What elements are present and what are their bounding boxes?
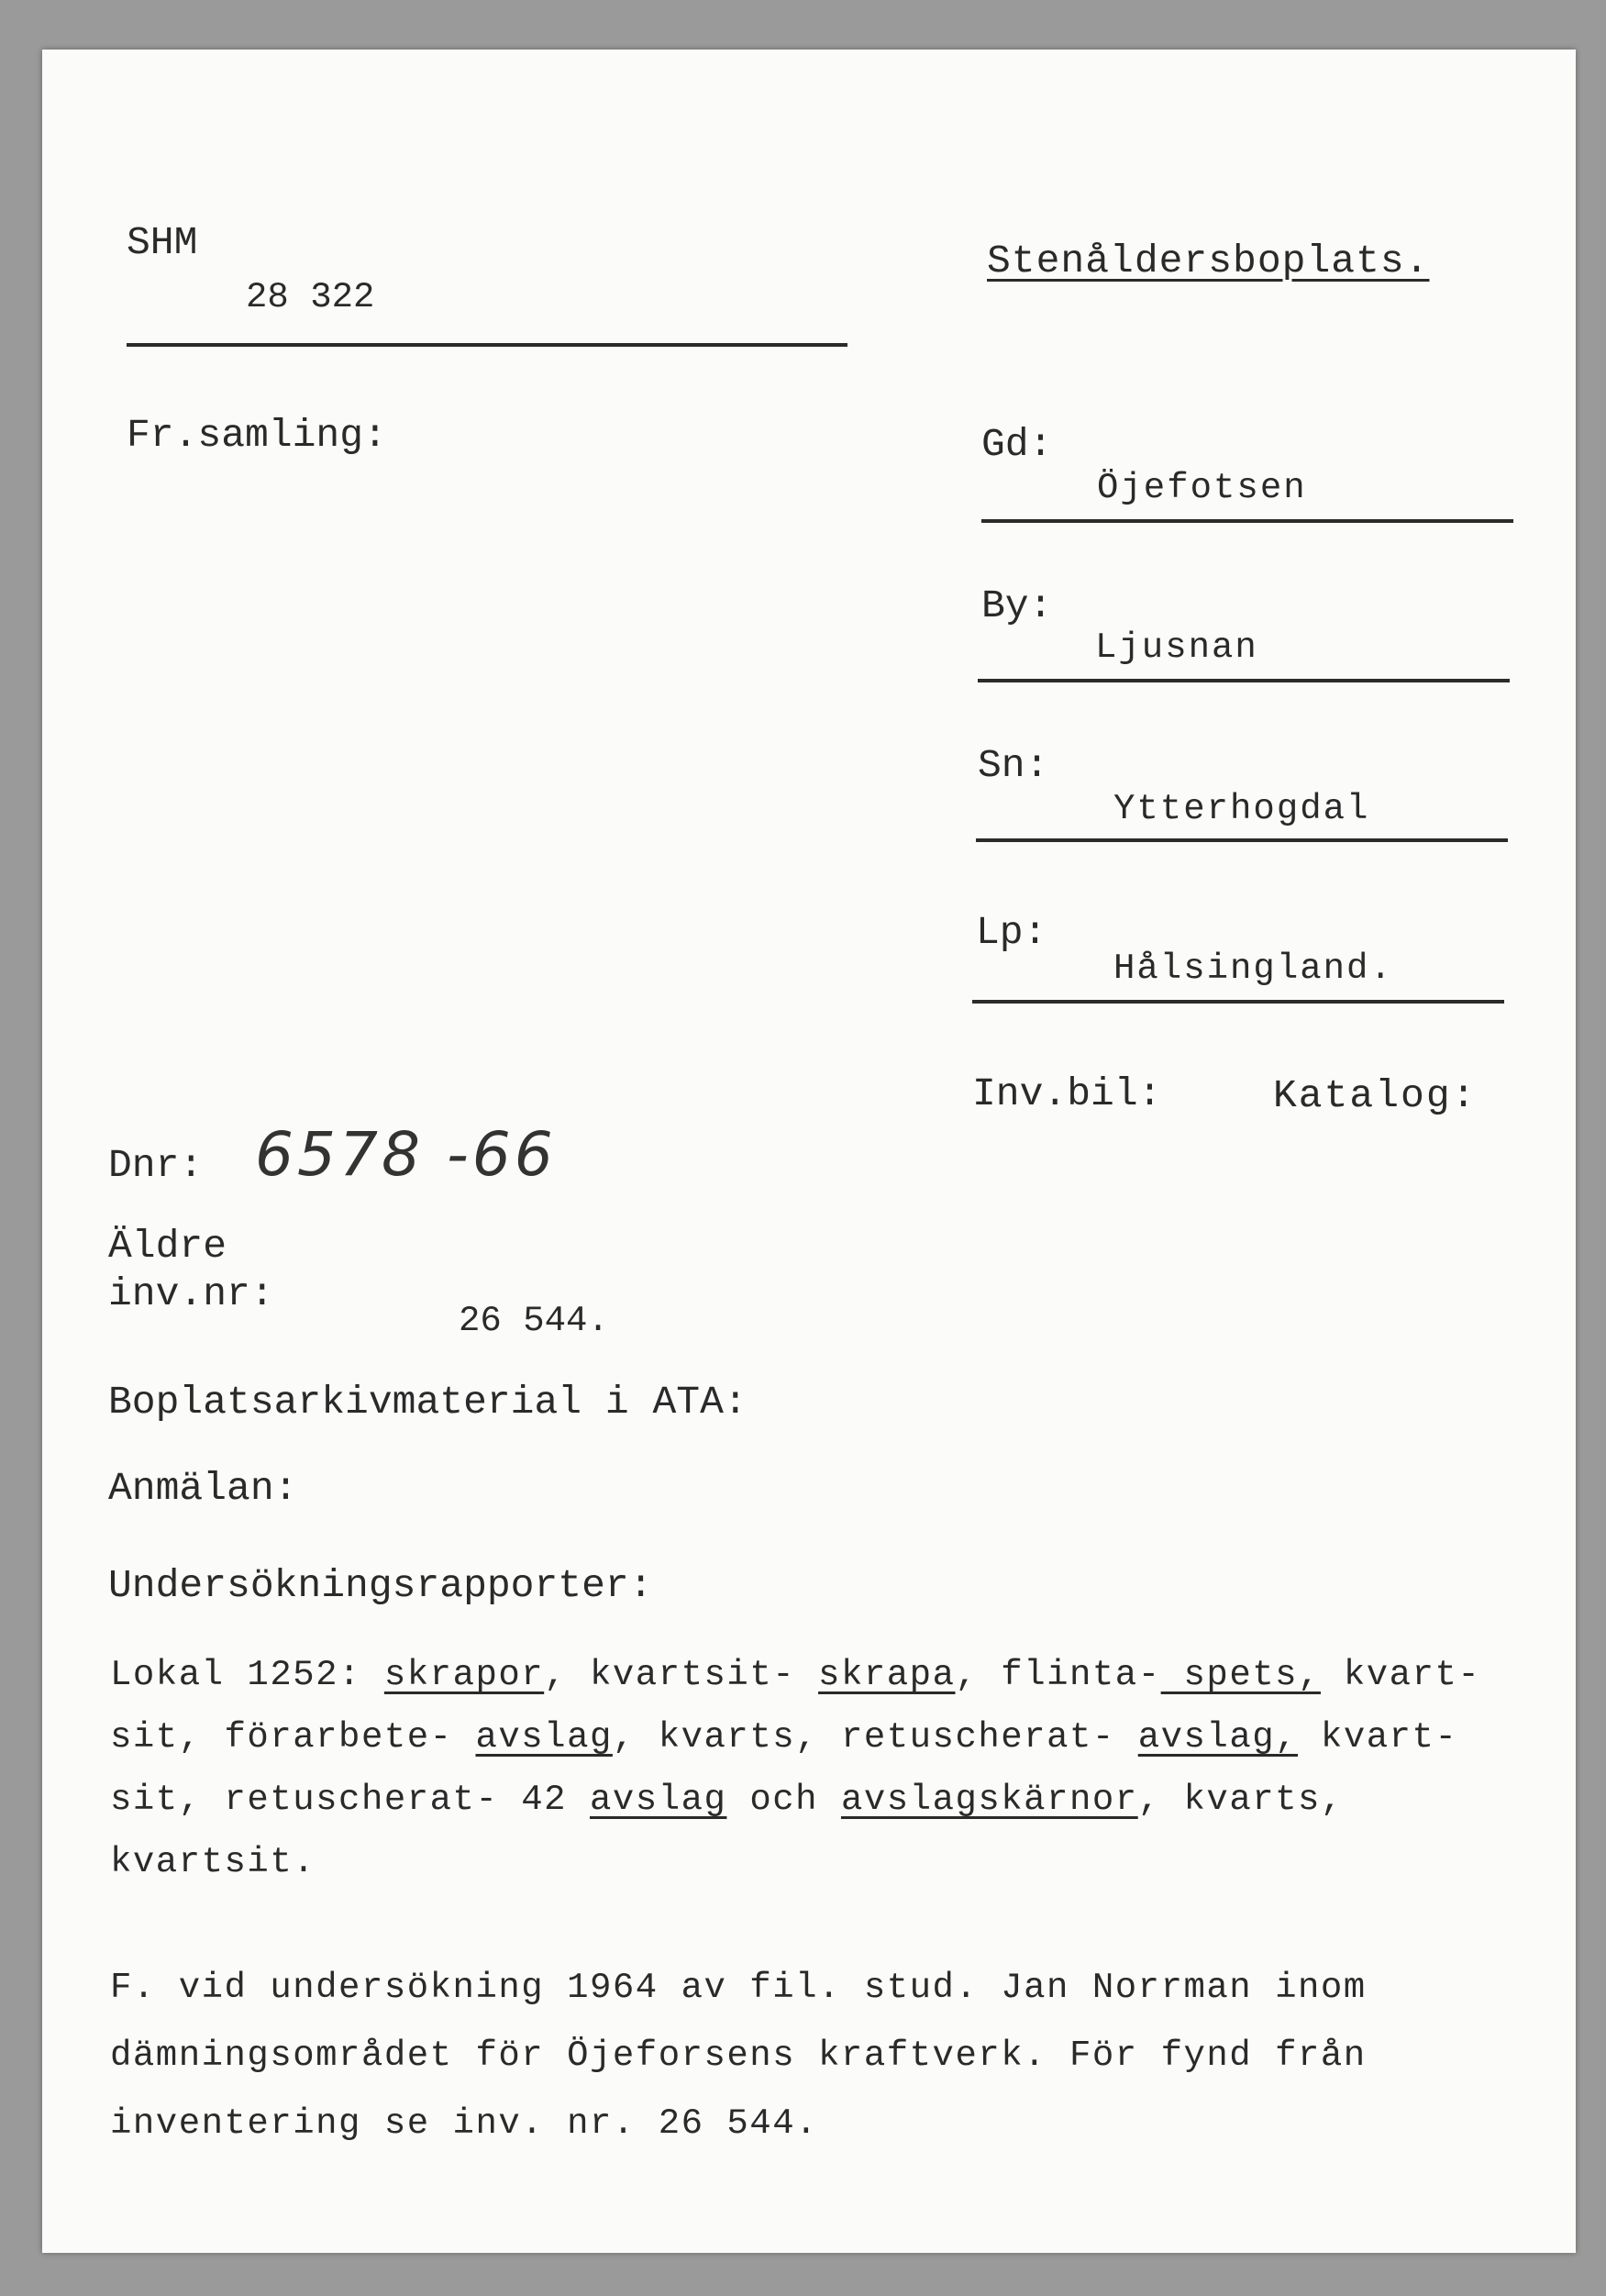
lp-label: Lp: xyxy=(976,910,1047,955)
notes-paragraph xyxy=(110,1954,1367,2157)
finds-line-3 xyxy=(110,1769,1480,1831)
katalog-label: Katalog: xyxy=(1273,1073,1478,1118)
by-rule xyxy=(978,679,1510,682)
finds-text: Lokal 1252: xyxy=(110,1655,384,1695)
finds-line-2 xyxy=(110,1706,1480,1769)
finds-text: sit, förarbete- xyxy=(110,1717,476,1758)
dnr-handwritten: 6578 -66 xyxy=(255,1119,557,1190)
notes-line-1: F. vid undersökning 1964 av fil. stud. Jan Norrman inom xyxy=(110,1968,1367,2008)
gd-value: Öjefotsen xyxy=(1097,468,1307,508)
archive-label: Boplatsarkivmaterial i ATA: xyxy=(108,1380,748,1425)
investigation-label: Undersökningsrapporter: xyxy=(108,1563,653,1608)
sn-rule xyxy=(976,838,1508,842)
finds-term: avslag xyxy=(475,1717,613,1758)
older-label-1: Äldre xyxy=(108,1224,227,1269)
catalog-number: 28 322 xyxy=(246,277,375,317)
report-label: Anmälan: xyxy=(108,1466,298,1511)
lp-rule xyxy=(972,1000,1504,1004)
finds-text: och xyxy=(726,1780,841,1820)
finds-text: , kvarts, retuscherat- xyxy=(612,1717,1138,1758)
older-label-2: inv.nr: xyxy=(108,1271,274,1316)
notes-line-3: inventering se inv. nr. 26 544. xyxy=(110,2103,819,2144)
by-value: Ljusnan xyxy=(1095,627,1258,668)
lp-value: Hålsingland. xyxy=(1113,948,1393,989)
finds-text: , flinta- xyxy=(955,1655,1161,1695)
gd-rule xyxy=(981,519,1513,523)
finds-term: spets, xyxy=(1160,1655,1321,1695)
finds-text: , kvarts, xyxy=(1137,1780,1344,1820)
notes-line-2: dämningsområdet för Öjeforsens kraftverk. För fynd från xyxy=(110,2035,1367,2076)
finds-line-1 xyxy=(110,1644,1480,1706)
catalog-card xyxy=(42,50,1576,2253)
finds-paragraph xyxy=(110,1644,1480,1893)
finds-text: kvart- xyxy=(1320,1655,1481,1695)
finds-term: avslagskärnor xyxy=(840,1780,1138,1820)
site-type-text: Stenåldersboplats. xyxy=(987,238,1430,283)
inv-bil-label: Inv.bil: xyxy=(972,1071,1162,1116)
finds-term: avslag, xyxy=(1137,1717,1299,1758)
site-type xyxy=(987,238,1429,283)
finds-line-4: kvartsit. xyxy=(110,1842,316,1882)
finds-text: sit, retuscherat- 42 xyxy=(110,1780,590,1820)
header-rule-left xyxy=(127,343,847,347)
finds-term: skrapor xyxy=(383,1655,545,1695)
finds-text: kvart- xyxy=(1298,1717,1458,1758)
finds-term: avslag xyxy=(589,1780,727,1820)
dnr-label: Dnr: xyxy=(108,1143,204,1188)
older-value: 26 544. xyxy=(459,1301,609,1341)
museum-code: SHM xyxy=(127,220,198,265)
sn-value: Ytterhogdal xyxy=(1113,789,1370,829)
gd-label: Gd: xyxy=(981,422,1053,467)
sn-label: Sn: xyxy=(978,743,1049,788)
by-label: By: xyxy=(981,583,1053,628)
finds-term: skrapa xyxy=(818,1655,956,1695)
finds-text: , kvartsit- xyxy=(544,1655,819,1695)
collection-label: Fr.samling: xyxy=(127,413,387,458)
